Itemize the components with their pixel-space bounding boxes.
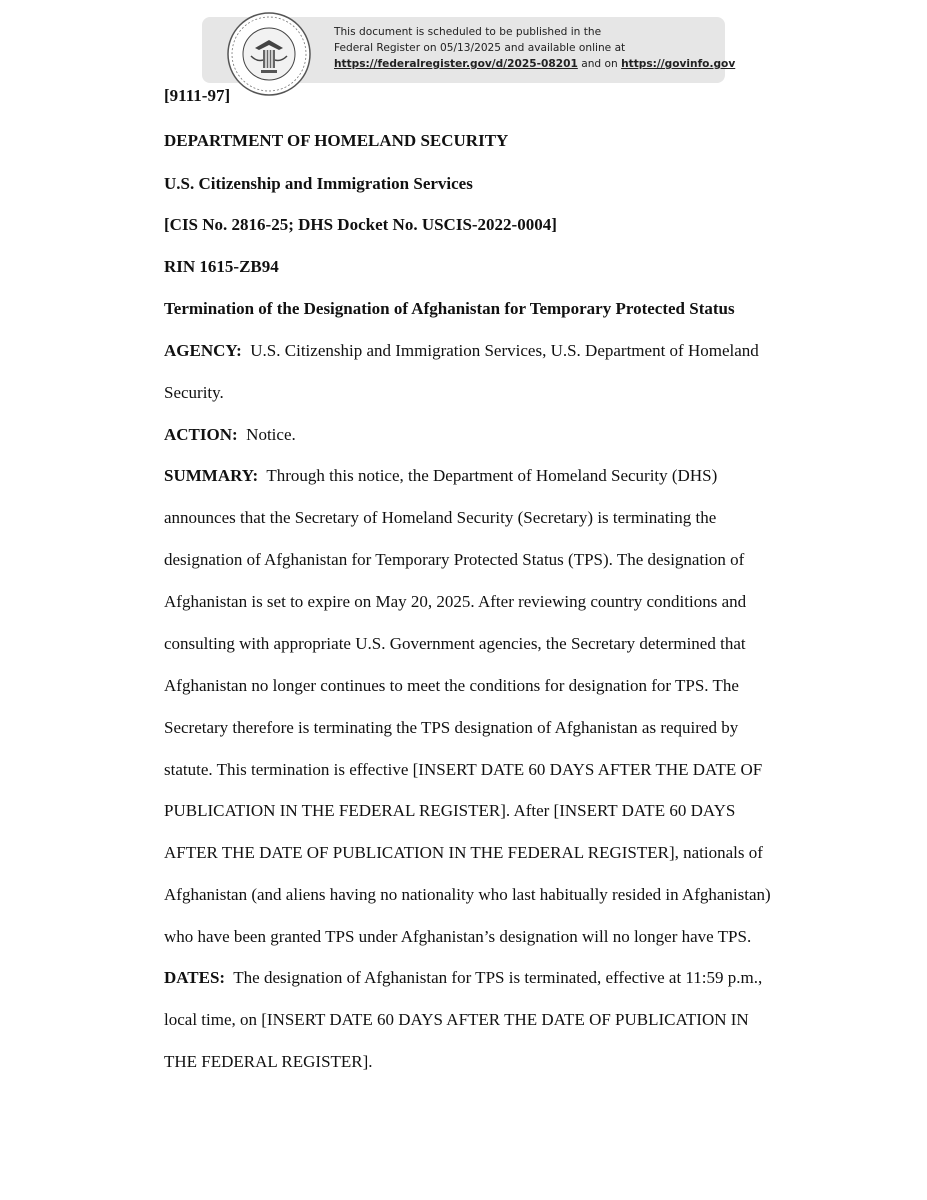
summary-line-10: AFTER THE DATE OF PUBLICATION IN THE FEDERAL REGISTER], nationals of [164,843,763,862]
dates-text: The designation of Afghanistan for TPS is terminated, effective at 11:59 p.m., [233,968,763,987]
docket-number: [CIS No. 2816-25; DHS Docket No. USCIS-2022-0004] [164,215,557,234]
document-title: Termination of the Designation of Afghanistan for Temporary Protected Status [164,299,735,318]
action-text: Notice. [246,425,296,444]
dates-label: DATES: [164,968,226,987]
agency-line-2: Security. [164,383,224,402]
banner-and-on: and on [581,58,618,70]
summary-label: SUMMARY: [164,466,259,485]
action-line [164,425,296,445]
banner-line-3 [334,56,736,72]
agency-line-1 [164,341,759,361]
summary-line-9: PUBLICATION IN THE FEDERAL REGISTER]. After [INSERT DATE 60 DAYS [164,801,736,820]
summary-line-3: designation of Afghanistan for Temporary Protected Status (TPS). The designation of [164,550,745,569]
summary-line-8: statute. This termination is effective [INSERT DATE 60 DAYS AFTER THE DATE OF [164,760,763,779]
agency-heading: U.S. Citizenship and Immigration Services [164,174,473,193]
billing-code: [9111-97] [164,86,231,105]
summary-line-12: who have been granted TPS under Afghanistan’s designation will no longer have TPS. [164,927,752,946]
summary-line-5: consulting with appropriate U.S. Government agencies, the Secretary determined that [164,634,746,653]
dates-line-3: THE FEDERAL REGISTER]. [164,1052,373,1071]
summary-line-11: Afghanistan (and aliens having no nationality who last habitually resided in Afghanistan) [164,885,771,904]
dates-line-2: local time, on [INSERT DATE 60 DAYS AFTER THE DATE OF PUBLICATION IN [164,1010,749,1029]
publication-notice [334,24,736,72]
summary-line-6: Afghanistan no longer continues to meet the conditions for designation for TPS. The [164,676,739,695]
summary-line-1 [164,466,717,486]
summary-line-2: announces that the Secretary of Homeland Security (Secretary) is terminating the [164,508,717,527]
action-label: ACTION: [164,425,238,444]
banner-line-2: Federal Register on 05/13/2025 and available online at [334,42,626,54]
summary-line-7: Secretary therefore is terminating the TPS designation of Afghanistan as required by [164,718,739,737]
dates-line-1 [164,968,762,988]
banner-line-1: This document is scheduled to be published in the [334,26,602,38]
agency-label: AGENCY: [164,341,242,360]
govinfo-link[interactable]: https://govinfo.gov [621,58,736,70]
summary-text: Through this notice, the Department of Homeland Security (DHS) [266,466,718,485]
department-heading: DEPARTMENT OF HOMELAND SECURITY [164,131,509,150]
national-archives-seal-icon [225,10,313,98]
agency-text: U.S. Citizenship and Immigration Services, U.S. Department of Homeland [250,341,759,360]
federal-register-link[interactable]: https://federalregister.gov/d/2025-08201 [334,58,578,70]
summary-line-4: Afghanistan is set to expire on May 20, 2025. After reviewing country conditions and [164,592,747,611]
rin-number: RIN 1615-ZB94 [164,257,279,276]
